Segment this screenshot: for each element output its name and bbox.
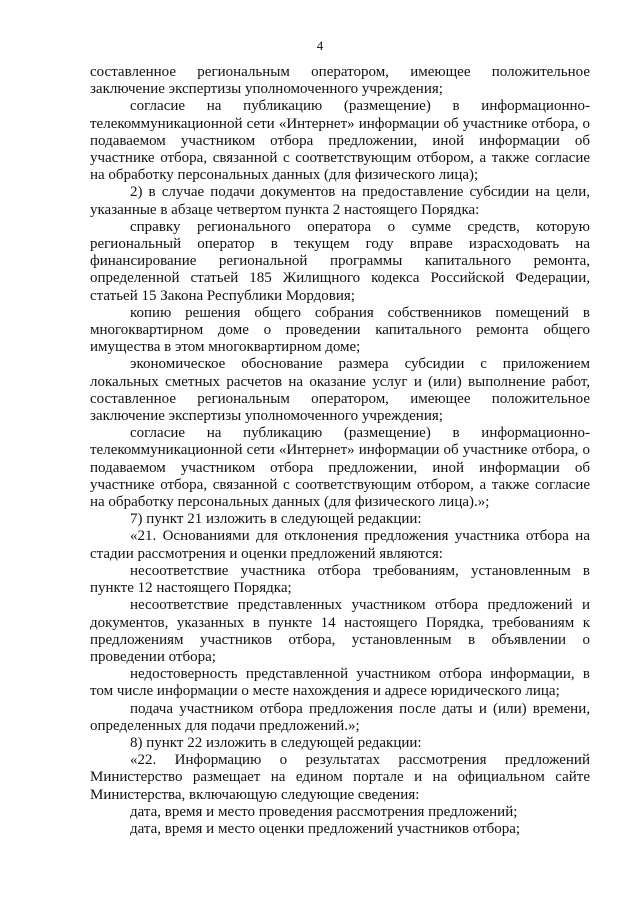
paragraph: 7) пункт 21 изложить в следующей редакции: [130,511,422,528]
page-number: 4 [316,38,324,53]
paragraph: копию решения общего собрания собственников помещений в многоквартирном доме о проведении капитального ремонта общего имущества в этом многоквартирном доме; [90,304,590,356]
paragraph: справку регионального оператора о сумме средств, которую региональный оператор в текущем году вправе израсходовать на финансирование региональной программы капитального ремонта, определенной статьей 185 Жилищного кодекса Российской Федерации, статьей 15 Закона Республики Мордовия; [90,218,590,304]
paragraph: 2) в случае подачи документов на предоставление субсидии на цели, указанные в абзаце четвертом пункта 2 настоящего Порядка: [90,184,590,218]
paragraph: «21. Основаниями для отклонения предложения участника отбора на стадии рассмотрения и оценки предложений являются: [90,528,590,562]
paragraph: 8) пункт 22 изложить в следующей редакции: [130,734,422,751]
paragraph: дата, время и место проведения рассмотрения предложений; [130,803,518,820]
paragraph: подача участником отбора предложения после даты и (или) времени, определенных для подачи предложений.»; [90,700,590,734]
document-body [90,64,590,838]
paragraph: дата, время и место оценки предложений участников отбора; [130,820,521,837]
paragraph: составленное региональным оператором, имеющее положительное заключение экспертизы уполномоченного учреждения; [90,64,590,98]
paragraph: согласие на публикацию (размещение) в информационно-телекоммуникационной сети «Интернет» информации об участнике отбора, о подаваемом участником отбора предложении, иной информации об участнике отбора, связанной с соответствующим отбором, а также согласие на обработку персональных данных (для физического лица); [90,98,590,184]
paragraph: «22. Информацию о результатах рассмотрения предложений Министерство размещает на едином портале и на официальном сайте Министерства, включающую следующие сведения: [90,752,590,803]
paragraph: несоответствие представленных участником отбора предложений и документов, указанных в пункте 14 настоящего Порядка, требованиям к предложениям участников отбора, установленным в объявлении о проведении отбора; [90,597,590,665]
paragraph: несоответствие участника отбора требованиям, установленным в пункте 12 настоящего Порядка; [90,562,590,597]
paragraph: согласие на публикацию (размещение) в информационно-телекоммуникационной сети «Интернет» информации об участнике отбора, о подаваемом участником отбора предложении, иной информации об участнике отбора, связанной с соответствующим отбором, а также согласие на обработку персональных данных (для физического лица).»; [90,425,590,511]
paragraph: недостоверность представленной участником отбора информации, в том числе информации о месте нахождения и адресе юридического лица; [90,666,590,700]
paragraph: экономическое обоснование размера субсидии с приложением локальных сметных расчетов на оказание услуг и (или) выполнение работ, составленное региональным оператором, имеющее положительное заключение экспертизы уполномоченного учреждения; [90,356,590,425]
